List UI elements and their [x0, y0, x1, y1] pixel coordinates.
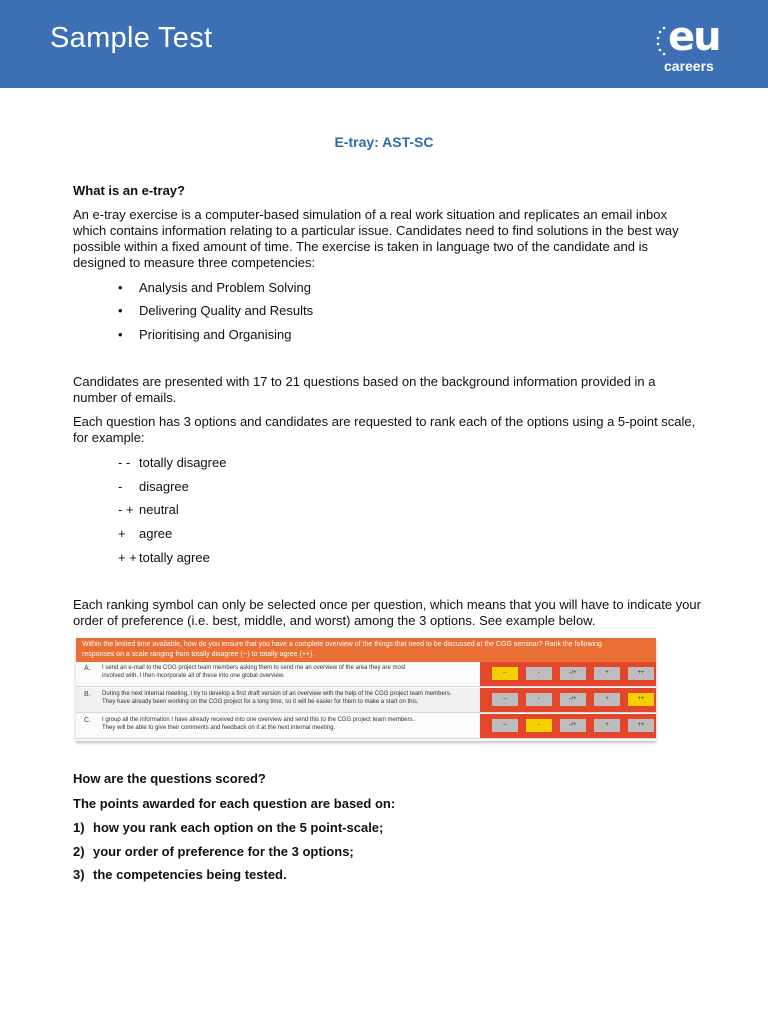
rating-option-button[interactable]: - [526, 693, 552, 706]
example-question-header [76, 638, 656, 662]
rating-option-button[interactable]: -/+ [560, 667, 586, 680]
option-text-line-2: They will be able to give their comments and feedback on it at the next internal meeting. [102, 725, 336, 731]
intro-line-1: An e-tray exercise is a computer-based simulation of a real work situation and replicates an email inbox [73, 207, 667, 222]
example-question-table [76, 638, 656, 741]
logo-careers-text: careers [664, 58, 714, 74]
document-title: E-tray: AST-SC [334, 134, 434, 150]
rating-option-button[interactable]: -- [492, 667, 518, 680]
scale-symbol: - - [118, 455, 131, 470]
example-header-line-2: responses on a scale ranging from totally disagree (--) to totally agree (++). [82, 651, 315, 658]
scale-symbol: - [118, 479, 123, 494]
scale-item [118, 479, 189, 494]
rating-option-button[interactable]: ++ [628, 719, 654, 732]
option-text [102, 664, 474, 680]
example-option-row [76, 714, 656, 739]
scoring-intro: The points awarded for each question are based on: [73, 796, 396, 811]
option-text-line-1: During the next internal meeting, I try to develop a first draft version of an overview with the help of the CGG project team members. [102, 691, 452, 697]
scale-symbol: - + [118, 502, 134, 517]
competency-label: Delivering Quality and Results [139, 303, 314, 318]
ranking-line-1: Each ranking symbol can only be selected once per question, which means that you will have to indicate your [73, 597, 701, 612]
rating-options [480, 688, 656, 712]
bullet-icon: • [118, 280, 123, 295]
rating-option-button[interactable]: + [594, 719, 620, 732]
competency-item [118, 280, 311, 295]
scale-item [118, 550, 210, 565]
competency-item [118, 303, 313, 318]
competency-item [118, 327, 291, 342]
scale-symbol: + [118, 526, 126, 541]
scale-item [118, 455, 226, 470]
intro-heading: What is an e-tray? [73, 183, 185, 198]
questions-para1-line2: number of emails. [73, 390, 177, 405]
scoring-item-text: how you rank each option on the 5 point-scale; [93, 820, 384, 835]
option-text [102, 690, 474, 706]
bullet-icon: • [118, 327, 123, 342]
rating-option-button[interactable]: ++ [628, 693, 654, 706]
logo-eu-text: eu [668, 14, 720, 60]
scale-symbol: + + [118, 550, 137, 565]
option-letter: B. [84, 691, 91, 698]
intro-line-3: possible within a fixed amount of time. The exercise is taken in language two of the candidate and is [73, 239, 648, 254]
header-title: Sample Test [50, 22, 213, 54]
scoring-heading: How are the questions scored? [73, 771, 266, 786]
option-letter: A. [84, 665, 91, 672]
rating-option-button[interactable]: ++ [628, 667, 654, 680]
scoring-item [73, 844, 354, 859]
option-text-line-1: I send an e-mail to the CGG project team members asking them to send me an overview of the area they are most [102, 665, 406, 671]
questions-para2-line2: for example: [73, 430, 145, 445]
scoring-item [73, 820, 383, 835]
bullet-icon: • [118, 303, 123, 318]
rating-option-button[interactable]: - [526, 667, 552, 680]
example-option-row [76, 662, 656, 687]
intro-line-4: designed to measure three competencies: [73, 255, 316, 270]
option-text [102, 716, 474, 732]
rating-option-button[interactable]: -/+ [560, 719, 586, 732]
example-header-line-1: Within the limited time available, how do you ensure that you have a complete overview of the things that need to be discussed at the CGG seminar? Rank the following [82, 641, 602, 648]
rating-option-button[interactable]: -/+ [560, 693, 586, 706]
option-text-line-1: I group all the information I have already received into one overview and send this to the CGG project team members. [102, 717, 415, 723]
scoring-item-text: your order of preference for the 3 options; [93, 844, 354, 859]
scale-item [118, 502, 179, 517]
scoring-item-number: 3) [73, 867, 85, 882]
scoring-item-number: 1) [73, 820, 85, 835]
questions-para2-line1: Each question has 3 options and candidates are requested to rank each of the options using a 5-point scale, [73, 414, 696, 429]
scale-label: agree [139, 526, 173, 541]
option-text-line-2: involved with. I then incorporate all of these into one global overview. [102, 673, 285, 679]
questions-para1-line1: Candidates are presented with 17 to 21 questions based on the background information provided in a [73, 374, 656, 389]
scale-label: totally agree [139, 550, 210, 565]
eu-stars-icon [656, 26, 668, 56]
rating-option-button[interactable]: + [594, 667, 620, 680]
scale-label: disagree [139, 479, 189, 494]
option-letter: C. [84, 717, 91, 724]
eu-careers-logo [656, 16, 736, 76]
option-text-line-2: They have already been working on the CGG project for a long time, so it will be easier for them to make a start on this. [102, 699, 419, 705]
rating-option-button[interactable]: -- [492, 693, 518, 706]
intro-line-2: which contains information relating to a particular issue. Candidates need to find solutions in the best way [73, 223, 679, 238]
scoring-item-number: 2) [73, 844, 85, 859]
scale-item [118, 526, 172, 541]
competency-label: Prioritising and Organising [139, 327, 292, 342]
rating-option-button[interactable]: -- [492, 719, 518, 732]
example-option-row [76, 688, 656, 713]
rating-options [480, 714, 656, 738]
ranking-line-2: order of preference (i.e. best, middle, and worst) among the 3 options. See example below. [73, 613, 596, 628]
rating-option-button[interactable]: + [594, 693, 620, 706]
rating-options [480, 662, 656, 686]
scoring-item [73, 867, 287, 882]
scale-label: neutral [139, 502, 179, 517]
competency-label: Analysis and Problem Solving [139, 280, 311, 295]
scale-label: totally disagree [139, 455, 227, 470]
page-header [0, 0, 768, 88]
rating-option-button[interactable]: - [526, 719, 552, 732]
scoring-item-text: the competencies being tested. [93, 867, 287, 882]
